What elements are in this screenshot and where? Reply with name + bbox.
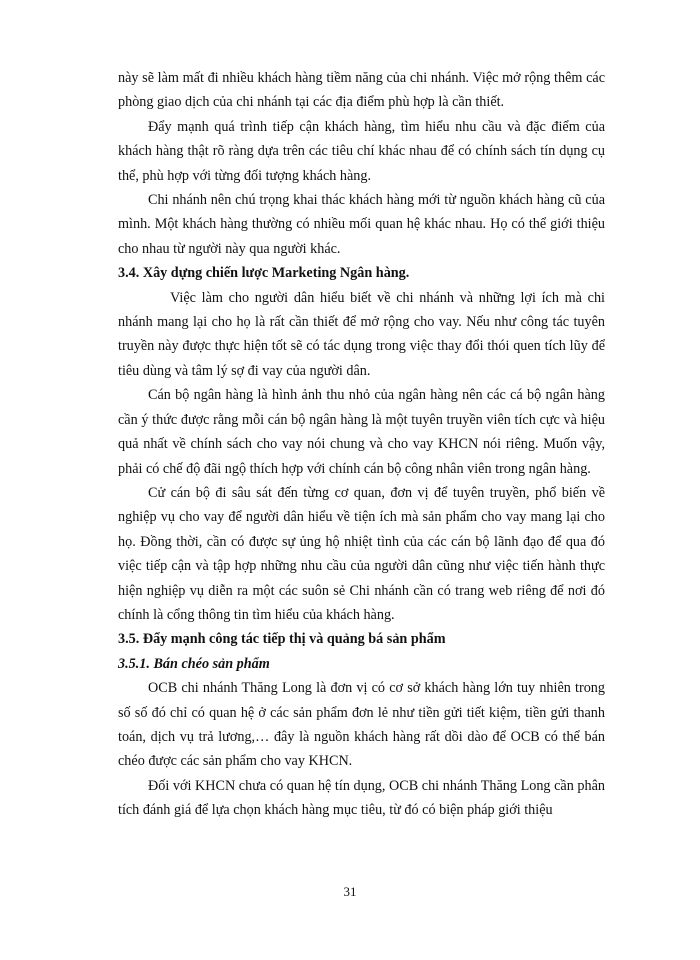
paragraph-outreach: Cử cán bộ đi sâu sát đến từng cơ quan, đơn vị để tuyên truyền, phổ biến về nghiệp vụ cho vay để người dân hiểu về tiện ích mà sản phẩm cho vay mang lại cho họ. Đồng thời, cần có được sự ủng hộ nhiệt tình của các cán bộ lãnh đạo để qua đó việc tiếp cận và tập hợp những nhu cầu của người dân cũng như việc tiến hành thực hiện nghiệp vụ diễn ra một các suôn sẻ Chi nhánh cần có trang web riêng để nơi đó chính là cổng thông tin tìm hiểu của khách hàng.: [118, 484, 605, 623]
page-number: 31: [343, 884, 357, 899]
paragraph-cross-selling: OCB chi nhánh Thăng Long là đơn vị có cơ sở khách hàng lớn tuy nhiên trong số số đó chỉ có quan hệ ở các sản phẩm đơn lẻ như tiền gửi tiết kiệm, tiền gửi thanh toán, dịch vụ trả lương,… đây là nguồn khách hàng rất dồi dào để OCB có thể bán chéo được các sản phẩm cho vay KHCN.: [118, 680, 605, 770]
paragraph-new-khcn: Đối với KHCN chưa có quan hệ tín dụng, OCB chi nhánh Thăng Long cần phân tích đánh giá để lựa chọn khách hàng mục tiêu, từ đó có biện pháp giới thiệu: [118, 777, 605, 819]
paragraph-customer-approach: Đẩy mạnh quá trình tiếp cận khách hàng, tìm hiểu nhu cầu và đặc điểm của khách hàng thật rõ ràng dựa trên các tiêu chí khác nhau để có chính sách tín dụng cụ thể, phù hợp với từng đối tượng khách hàng.: [118, 118, 605, 184]
section-heading-3-5: 3.5. Đẩy mạnh công tác tiếp thị và quảng bá sản phẩm: [118, 631, 446, 648]
paragraph-staff-image: Cán bộ ngân hàng là hình ảnh thu nhỏ của ngân hàng nên các cá bộ ngân hàng cần ý thức được rằng mỗi cán bộ ngân hàng là một tuyên truyền viên tích cực và hiệu quả nhất về chính sách cho vay nói chung và cho vay KHCN nói riêng. Muốn vậy, phải có chế độ đãi ngộ thích hợp với chính cán bộ công nhân viên trong ngân hàng.: [118, 387, 605, 477]
page-body: [118, 66, 605, 823]
paragraph-continuation: này sẽ làm mất đi nhiều khách hàng tiềm năng của chi nhánh. Việc mở rộng thêm các phòng giao dịch của chi nhánh tại các địa điểm phù hợp là cần thiết.: [118, 70, 605, 111]
paragraph-awareness: Việc làm cho người dân hiểu biết về chi nhánh và những lợi ích mà chi nhánh mang lại cho họ là rất cần thiết để mở rộng cho vay. Nếu như công tác tuyên truyền này được thực hiện tốt sẽ có tác dụng trong việc thay đổi thói quen tích lũy để tiêu dùng và tâm lý sợ đi vay của người dân.: [118, 289, 605, 379]
section-heading-3-4: 3.4. Xây dựng chiến lược Marketing Ngân hàng.: [118, 265, 410, 282]
paragraph-new-customers: Chi nhánh nên chú trọng khai thác khách hàng mới từ nguồn khách hàng cũ của mình. Một khách hàng thường có nhiều mối quan hệ khác nhau. Họ có thể giới thiệu cho nhau từ người này qua người khác.: [118, 192, 605, 257]
subsection-heading-3-5-1: 3.5.1. Bán chéo sản phẩm: [118, 655, 270, 672]
